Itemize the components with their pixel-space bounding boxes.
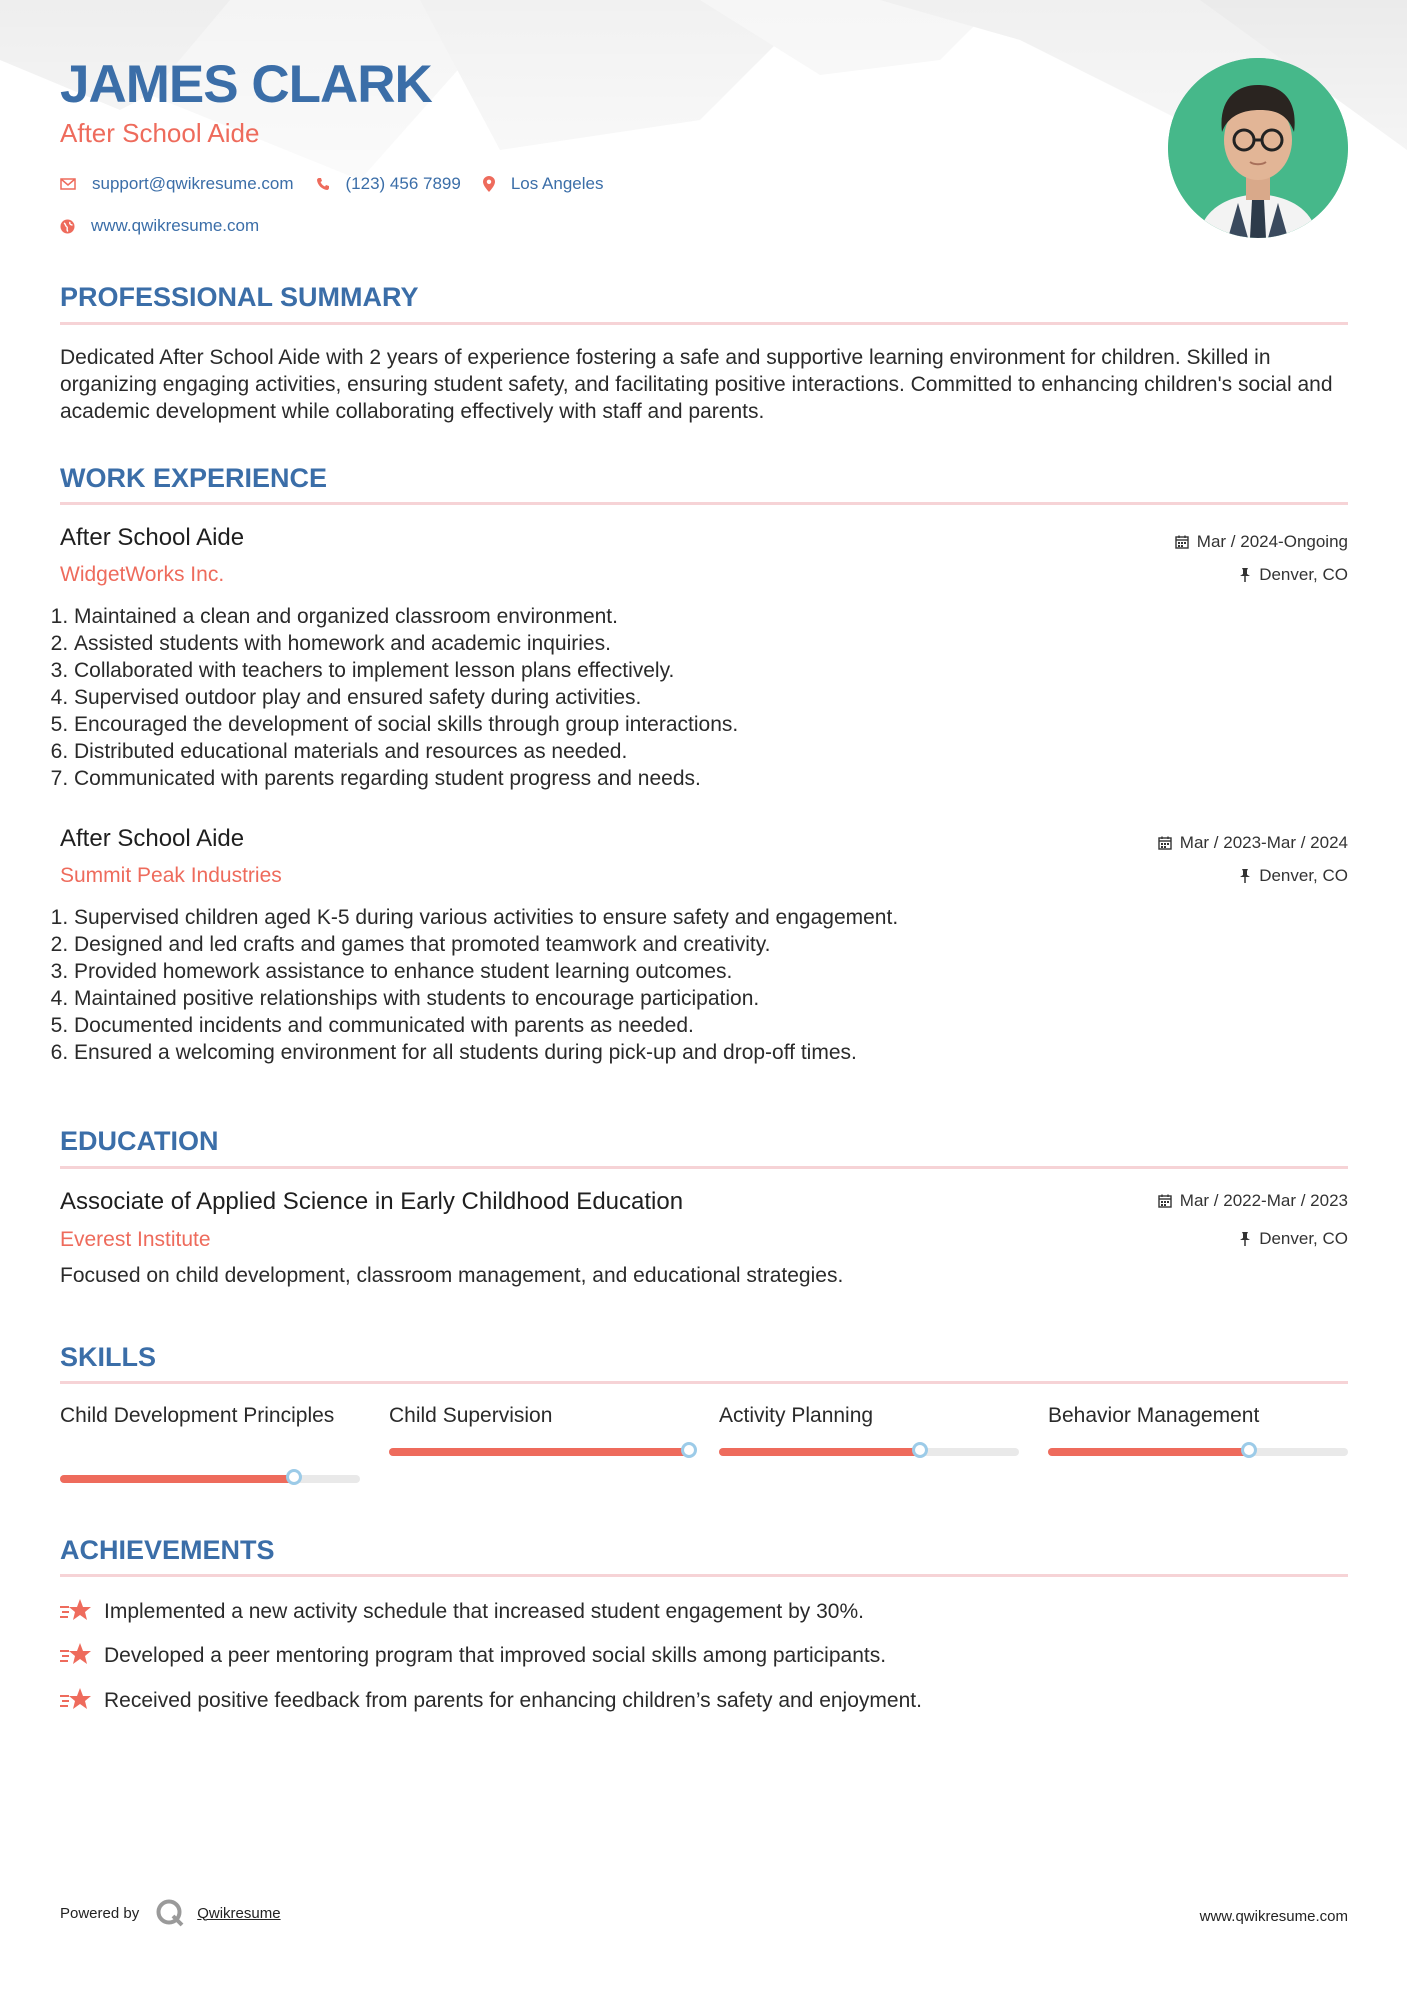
skill-item xyxy=(60,1402,360,1429)
footer-url[interactable]: www.qwikresume.com xyxy=(1199,1908,1348,1925)
school-name: Everest Institute xyxy=(60,1228,211,1251)
summary-text: Dedicated After School Aide with 2 years of experience fostering a safe and supportive learning environment for children. Skilled in organizing engaging activities, ensuring student safety, and facilitating positive interactions. Committed to enhancing children's social and academic development while collaborating effectively with staff and parents. xyxy=(60,346,1333,423)
website-text: www.qwikresume.com xyxy=(91,216,260,235)
map-pin-icon xyxy=(483,176,495,192)
powered-by-label: Powered by xyxy=(60,1904,140,1922)
skill-bar xyxy=(719,1448,1019,1456)
star-icon xyxy=(60,1642,92,1668)
education-location-text: Denver, CO xyxy=(1259,1229,1348,1248)
contact-row xyxy=(60,174,625,194)
email-item[interactable] xyxy=(60,174,294,194)
location-text: Los Angeles xyxy=(510,174,604,193)
skill-bar-knob xyxy=(1241,1442,1257,1458)
section-divider xyxy=(60,502,1348,505)
skill-name: Child Supervision xyxy=(389,1404,553,1427)
section-divider xyxy=(60,1574,1348,1577)
job-location xyxy=(1239,867,1348,884)
envelope-icon xyxy=(60,178,76,190)
job-title: After School Aide xyxy=(60,825,245,852)
job-dates-text: Mar / 2023-Mar / 2024 xyxy=(1179,833,1348,852)
skill-bar xyxy=(60,1475,360,1483)
section-divider xyxy=(60,322,1348,325)
job-dates xyxy=(1158,834,1348,851)
achievement-text: Implemented a new activity schedule that increased student engagement by 30%. xyxy=(104,1599,864,1623)
experience-heading: WORK EXPERIENCE xyxy=(60,463,328,493)
skill-bar xyxy=(1048,1448,1348,1456)
summary-heading: PROFESSIONAL SUMMARY xyxy=(60,282,419,312)
job-bullets xyxy=(54,603,738,792)
skill-bar-knob xyxy=(681,1442,697,1458)
skill-bar xyxy=(389,1448,689,1456)
footer-powered-by xyxy=(60,1898,281,1928)
list-item: 6. Distributed educational materials and resources as needed. xyxy=(74,738,738,765)
location-item xyxy=(483,174,604,194)
job-location xyxy=(1239,566,1348,583)
star-icon xyxy=(60,1687,92,1713)
job-location-text: Denver, CO xyxy=(1259,565,1348,584)
brand-link[interactable]: Qwikresume xyxy=(197,1904,281,1922)
section-divider xyxy=(60,1166,1348,1169)
education-location xyxy=(1239,1230,1348,1247)
list-item: 4. Supervised outdoor play and ensured safety during activities. xyxy=(74,684,738,711)
job-dates-text: Mar / 2024-Ongoing xyxy=(1196,532,1348,551)
website-row xyxy=(60,216,281,236)
skill-bar-knob xyxy=(912,1442,928,1458)
education-dates xyxy=(1158,1192,1348,1209)
list-item: 7. Communicated with parents regarding student progress and needs. xyxy=(74,765,738,792)
skill-bar-knob xyxy=(286,1469,302,1485)
calendar-icon xyxy=(1158,836,1172,850)
achievement-item xyxy=(60,1642,886,1668)
degree-title: Associate of Applied Science in Early Childhood Education xyxy=(60,1188,684,1215)
skill-bar-fill xyxy=(719,1448,920,1456)
achievement-item xyxy=(60,1598,864,1624)
achievement-item xyxy=(60,1687,922,1713)
phone-text: (123) 456 7899 xyxy=(345,174,461,193)
education-dates-text: Mar / 2022-Mar / 2023 xyxy=(1179,1191,1348,1210)
skill-name: Activity Planning xyxy=(719,1404,874,1427)
skill-item xyxy=(719,1402,1019,1429)
pushpin-icon xyxy=(1239,869,1251,883)
profile-photo xyxy=(1168,58,1348,238)
list-item: 3. Collaborated with teachers to implement lesson plans effectively. xyxy=(74,657,738,684)
email-text: support@qwikresume.com xyxy=(92,174,294,193)
job-title: After School Aide xyxy=(60,524,245,551)
skill-bar-fill xyxy=(60,1475,294,1483)
candidate-title: After School Aide xyxy=(60,118,260,148)
list-item: 2. Designed and led crafts and games that promoted teamwork and creativity. xyxy=(74,931,898,958)
list-item: 5. Documented incidents and communicated with parents as needed. xyxy=(74,1012,898,1039)
education-description: Focused on child development, classroom management, and educational strategies. xyxy=(60,1264,844,1287)
website-item[interactable] xyxy=(60,216,259,236)
star-icon xyxy=(60,1598,92,1624)
skill-bar-fill xyxy=(389,1448,689,1456)
skill-name: Child Development Principles xyxy=(60,1404,335,1427)
skill-bar-fill xyxy=(1048,1448,1249,1456)
list-item: 6. Ensured a welcoming environment for all students during pick-up and drop-off times. xyxy=(74,1039,898,1066)
skill-item xyxy=(389,1402,689,1429)
list-item: 5. Encouraged the development of social skills through group interactions. xyxy=(74,711,738,738)
list-item: 4. Maintained positive relationships with students to encourage participation. xyxy=(74,985,898,1012)
pushpin-icon xyxy=(1239,568,1251,582)
company-name: Summit Peak Industries xyxy=(60,864,282,887)
calendar-icon xyxy=(1158,1194,1172,1208)
candidate-name: JAMES CLARK xyxy=(60,55,432,114)
list-item: 2. Assisted students with homework and academic inquiries. xyxy=(74,630,738,657)
job-location-text: Denver, CO xyxy=(1259,866,1348,885)
phone-icon xyxy=(316,177,330,191)
skills-heading: SKILLS xyxy=(60,1342,157,1372)
calendar-icon xyxy=(1175,535,1189,549)
company-name: WidgetWorks Inc. xyxy=(60,563,225,586)
skill-name: Behavior Management xyxy=(1048,1404,1260,1427)
skill-item xyxy=(1048,1402,1348,1429)
list-item: 1. Supervised children aged K-5 during various activities to ensure safety and engagement. xyxy=(74,904,898,931)
achievement-text: Developed a peer mentoring program that improved social skills among participants. xyxy=(104,1643,887,1667)
list-item: 3. Provided homework assistance to enhance student learning outcomes. xyxy=(74,958,898,985)
education-heading: EDUCATION xyxy=(60,1126,219,1156)
phone-item[interactable] xyxy=(316,174,461,194)
pushpin-icon xyxy=(1239,1232,1251,1246)
globe-icon xyxy=(60,219,75,234)
job-dates xyxy=(1175,533,1348,550)
list-item: 1. Maintained a clean and organized classroom environment. xyxy=(74,603,738,630)
section-divider xyxy=(60,1381,1348,1384)
qwikresume-logo-icon xyxy=(155,1898,185,1928)
achievements-heading: ACHIEVEMENTS xyxy=(60,1535,275,1565)
job-bullets xyxy=(54,904,898,1066)
achievement-text: Received positive feedback from parents for enhancing children’s safety and enjoyment. xyxy=(104,1688,922,1712)
